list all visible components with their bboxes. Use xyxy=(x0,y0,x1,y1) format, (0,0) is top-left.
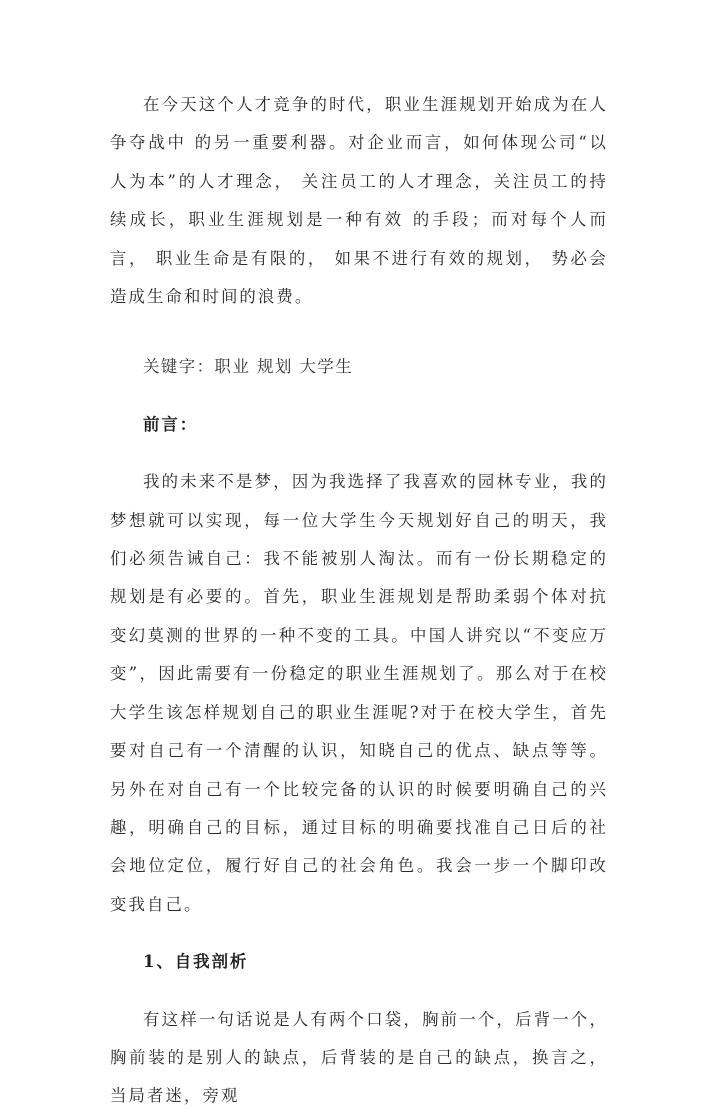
preface-heading: 前言： xyxy=(143,414,199,434)
spacer xyxy=(110,316,608,337)
preface-paragraph: 我的未来不是梦，因为我选择了我喜欢的园林专业，我的梦想就可以实现，每一位大学生今天规划好自己的明天，我们必须告诫自己：我不能被别人淘汰。而有一份长期稳定的规划是有必要的。首先，职业生涯规划是帮助柔弱个体对抗变幻莫测的世界的一种不变的工具。中国人讲究以“不变应万变”，因此需要有一份稳定的职业生涯规划了。那么对于在校大学生该怎样规划自己的职业生涯呢?对于在校大学生，首先要对自己有一个清醒的认识，知晓自己的优点、缺点等等。另外在对自己有一个比较完备的认识的时候要明确自己的兴趣，明确自己的目标，通过目标的明确要找准自己日后的社会地位定位，履行好自己的社会角色。我会一步一个脚印改变我自己。 xyxy=(110,472,608,914)
document-page xyxy=(110,86,608,1116)
section-heading-self-analysis: 1、自我剖析 xyxy=(143,952,249,972)
keywords-line: 关键字：职业 规划 大学生 xyxy=(143,357,354,377)
spacer xyxy=(110,924,608,943)
spacer xyxy=(110,387,608,406)
abstract-paragraph: 在今天这个人才竞争的时代，职业生涯规划开始成为在人争夺战中 的另一重要利器。对企业而言，如何体现公司“以人为本”的人才理念， 关注员工的人才理念，关注员工的持续成长，职业生涯规划是一种有效 的手段；而对每个人而言， 职业生命是有限的， 如果不进行有效的规划， 势必会造成生命和时间的浪费。 xyxy=(110,95,608,307)
section-paragraph-self-analysis: 有这样一句话说是人有两个口袋，胸前一个，后背一个，胸前装的是别人的缺点，后背装的是自己的缺点，换言之，当局者迷，旁观 xyxy=(110,1009,608,1106)
spacer xyxy=(110,982,608,1001)
spacer xyxy=(110,444,608,463)
